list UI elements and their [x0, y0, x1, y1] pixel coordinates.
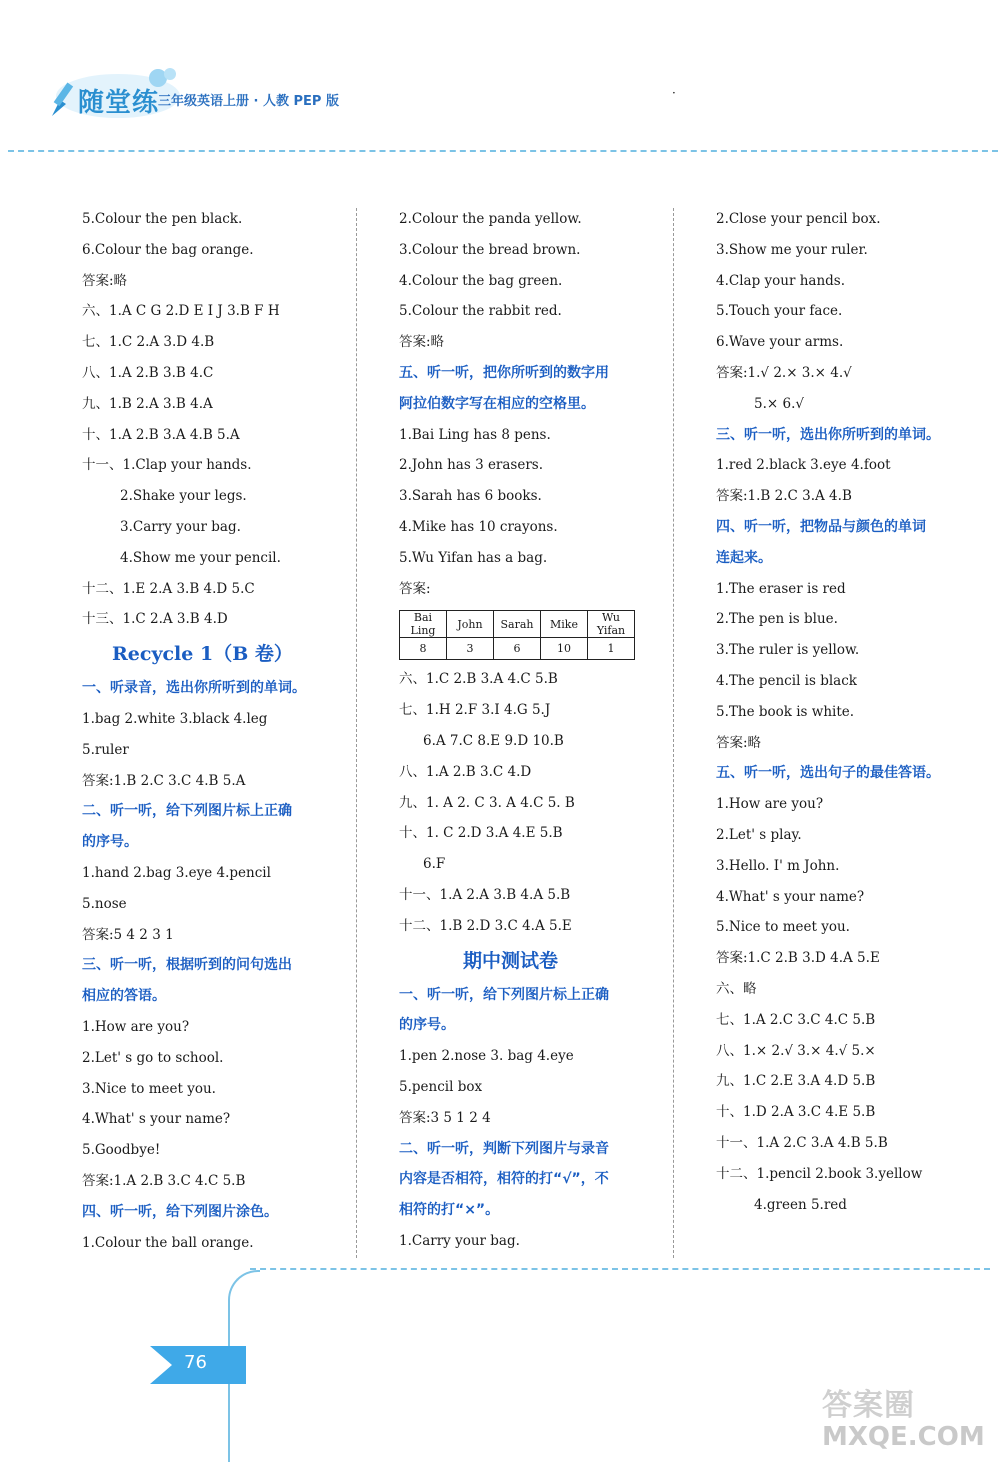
answer-line: 答案: — [399, 580, 431, 597]
text-line: 6.Wave your arms. — [716, 334, 844, 351]
answer-line: 六、略 — [716, 980, 757, 997]
text-line: 4.Mike has 10 crayons. — [399, 518, 558, 535]
text-line: 1.pen 2.nose 3. bag 4.eye — [399, 1048, 574, 1065]
table-cell: John — [447, 611, 494, 638]
text-line: 1.The eraser is red — [716, 580, 846, 597]
text-line: 2.Let' s play. — [716, 826, 802, 843]
column-divider-2 — [673, 208, 674, 1258]
logo-text: 随堂练 — [78, 88, 160, 118]
watermark-logo: 答案圈 — [822, 1388, 915, 1423]
text-line: 5.Touch your face. — [716, 303, 843, 320]
column-3 — [716, 204, 986, 1220]
text-line: 2.John has 3 erasers. — [399, 457, 544, 474]
text-line: 4.What' s your name? — [716, 888, 865, 905]
question-heading: 三、听一听，根据听到的问句选出 — [82, 957, 292, 974]
answer-line: 答案:1.B 2.C 3.C 4.B 5.A — [82, 772, 246, 789]
answer-line: 答案:1.√ 2.× 3.× 4.√ — [716, 364, 852, 381]
text-line: 4.Colour the bag green. — [399, 272, 563, 289]
text-line: 1.bag 2.white 3.black 4.leg — [82, 710, 268, 727]
answer-line: 九、1.C 2.E 3.A 4.D 5.B — [716, 1073, 876, 1090]
header-divider — [8, 150, 998, 154]
answer-line: 七、1.C 2.A 3.D 4.B — [82, 334, 215, 351]
text-line: 1.Carry your bag. — [399, 1232, 520, 1249]
text-line: 3.The ruler is yellow. — [716, 642, 860, 659]
answer-line: 4.green 5.red — [754, 1196, 847, 1213]
answer-line: 六、1.A C G 2.D E I J 3.B F H — [82, 303, 280, 320]
answer-line: 八、1.× 2.√ 3.× 4.√ 5.× — [716, 1042, 876, 1059]
answer-line: 七、1.H 2.F 3.I 4.G 5.J — [399, 702, 551, 719]
answer-line: 十、1. C 2.D 3.A 4.E 5.B — [399, 825, 563, 842]
text-line: 5.Nice to meet you. — [716, 919, 850, 936]
text-line: 6.Colour the bag orange. — [82, 241, 254, 258]
text-line: 1.How are you? — [82, 1018, 190, 1035]
table-row — [400, 638, 635, 660]
answer-line: 十一、1.Clap your hands. — [82, 457, 252, 474]
section-title-recycle: Recycle 1（B 卷） — [112, 643, 293, 666]
text-line: 5.Colour the rabbit red. — [399, 303, 562, 320]
question-heading: 一、听录音，选出你所听到的单词。 — [82, 680, 306, 697]
answer-line: 九、1.B 2.A 3.B 4.A — [82, 395, 213, 412]
answer-line: 答案:略 — [82, 272, 128, 289]
book-subtitle: 三年级英语上册 · 人教 PEP 版 — [158, 94, 339, 109]
column-1 — [82, 204, 344, 1258]
answer-line: 6.F — [423, 856, 446, 873]
text-line: 5.The book is white. — [716, 703, 855, 720]
answer-line: 答案:略 — [399, 334, 445, 351]
text-line: 3.Carry your bag. — [120, 518, 241, 535]
question-heading: 的序号。 — [399, 1017, 455, 1034]
text-line: 1.hand 2.bag 3.eye 4.pencil — [82, 864, 271, 881]
answer-line: 十二、1.B 2.D 3.C 4.A 5.E — [399, 917, 572, 934]
answer-line: 答案:1.B 2.C 3.A 4.B — [716, 488, 852, 505]
question-heading: 内容是否相符，相符的打“√”，不 — [399, 1171, 609, 1188]
table-cell: Mike — [541, 611, 588, 638]
question-heading: 连起来。 — [716, 549, 772, 566]
answer-line: 答案:1.C 2.B 3.D 4.A 5.E — [716, 950, 880, 967]
page-number: 76 — [184, 1352, 207, 1373]
table-cell: 3 — [447, 638, 494, 660]
text-line: 3.Nice to meet you. — [82, 1080, 216, 1097]
dot-mark: · — [672, 86, 676, 100]
question-heading: 二、听一听，判断下列图片与录音 — [399, 1140, 609, 1157]
column-2 — [399, 204, 649, 1257]
answer-line: 七、1.A 2.C 3.C 4.C 5.B — [716, 1011, 876, 1028]
table-header-row — [400, 611, 635, 638]
answer-line: 答案:3 5 1 2 4 — [399, 1109, 491, 1126]
text-line: 4.The pencil is black — [716, 672, 857, 689]
question-heading: 相应的答语。 — [82, 988, 166, 1005]
table-cell: Wu Yifan — [588, 611, 635, 638]
text-line: 5.Wu Yifan has a bag. — [399, 549, 548, 566]
text-line: 2.Shake your legs. — [120, 488, 247, 505]
answer-line: 答案:1.A 2.B 3.C 4.C 5.B — [82, 1172, 246, 1189]
text-line: 2.The pen is blue. — [716, 611, 838, 628]
answer-line: 八、1.A 2.B 3.C 4.D — [399, 763, 532, 780]
column-divider-1 — [356, 208, 357, 1258]
answer-line: 6.A 7.C 8.E 9.D 10.B — [423, 732, 564, 749]
text-line: 4.Show me your pencil. — [120, 549, 281, 566]
question-heading: 二、听一听，给下列图片标上正确 — [82, 803, 292, 820]
text-line: 5.Colour the pen black. — [82, 211, 243, 227]
table-cell: Bai Ling — [400, 611, 447, 638]
text-line: 5.Goodbye! — [82, 1142, 161, 1159]
answer-line: 九、1. A 2. C 3. A 4.C 5. B — [399, 794, 575, 811]
text-line: 3.Sarah has 6 books. — [399, 488, 542, 505]
text-line: 3.Colour the bread brown. — [399, 241, 581, 258]
text-line: 1.Colour the ball orange. — [82, 1234, 254, 1251]
question-heading: 阿拉伯数字写在相应的空格里。 — [399, 395, 595, 412]
question-heading: 五、听一听，把你所听到的数字用 — [399, 364, 609, 381]
answer-line: 答案:5 4 2 3 1 — [82, 926, 174, 943]
page-header — [0, 0, 1000, 160]
question-heading: 的序号。 — [82, 834, 138, 851]
question-heading: 四、听一听，把物品与颜色的单词 — [716, 518, 926, 535]
table-cell: 1 — [588, 638, 635, 660]
text-line: 1.Bai Ling has 8 pens. — [399, 426, 551, 443]
question-heading: 三、听一听，选出你所听到的单词。 — [716, 426, 940, 443]
table-cell: 6 — [494, 638, 541, 660]
question-heading: 一、听一听，给下列图片标上正确 — [399, 986, 609, 1003]
text-line: 4.Clap your hands. — [716, 272, 846, 289]
page-footer — [0, 1260, 1000, 1470]
answer-line: 十、1.A 2.B 3.A 4.B 5.A — [82, 426, 240, 443]
answer-line: 答案:略 — [716, 734, 762, 751]
question-heading: 四、听一听，给下列图片涂色。 — [82, 1203, 278, 1220]
answer-line: 5.× 6.√ — [754, 395, 804, 412]
answer-line: 十三、1.C 2.A 3.B 4.D — [82, 611, 228, 628]
answer-table — [399, 610, 635, 660]
answer-line: 十二、1.pencil 2.book 3.yellow — [716, 1165, 923, 1182]
text-line: 2.Close your pencil box. — [716, 211, 881, 227]
answer-line: 十一、1.A 2.C 3.A 4.B 5.B — [716, 1134, 888, 1151]
text-line: 5.ruler — [82, 741, 129, 758]
watermark-url: MXQE.COM — [822, 1422, 985, 1452]
footer-divider — [250, 1268, 990, 1270]
text-line: 3.Show me your ruler. — [716, 241, 868, 258]
text-line: 4.What' s your name? — [82, 1111, 231, 1128]
answer-line: 六、1.C 2.B 3.A 4.C 5.B — [399, 671, 558, 688]
answer-line: 十一、1.A 2.A 3.B 4.A 5.B — [399, 886, 571, 903]
text-line: 2.Colour the panda yellow. — [399, 211, 582, 227]
table-cell: 8 — [400, 638, 447, 660]
text-line: 2.Let' s go to school. — [82, 1049, 224, 1066]
text-line: 5.pencil box — [399, 1078, 483, 1095]
section-title-midterm: 期中测试卷 — [463, 949, 559, 972]
table-cell: Sarah — [494, 611, 541, 638]
answer-line: 十、1.D 2.A 3.C 4.E 5.B — [716, 1104, 876, 1121]
question-heading: 五、听一听，选出句子的最佳答语。 — [716, 765, 940, 782]
table-cell: 10 — [541, 638, 588, 660]
answer-line: 八、1.A 2.B 3.B 4.C — [82, 364, 214, 381]
answer-line: 十二、1.E 2.A 3.B 4.D 5.C — [82, 580, 255, 597]
text-line: 1.How are you? — [716, 796, 824, 813]
text-line: 1.red 2.black 3.eye 4.foot — [716, 457, 891, 474]
text-line: 3.Hello. I' m John. — [716, 857, 840, 874]
question-heading: 相符的打“×”。 — [399, 1202, 500, 1219]
text-line: 5.nose — [82, 895, 127, 912]
